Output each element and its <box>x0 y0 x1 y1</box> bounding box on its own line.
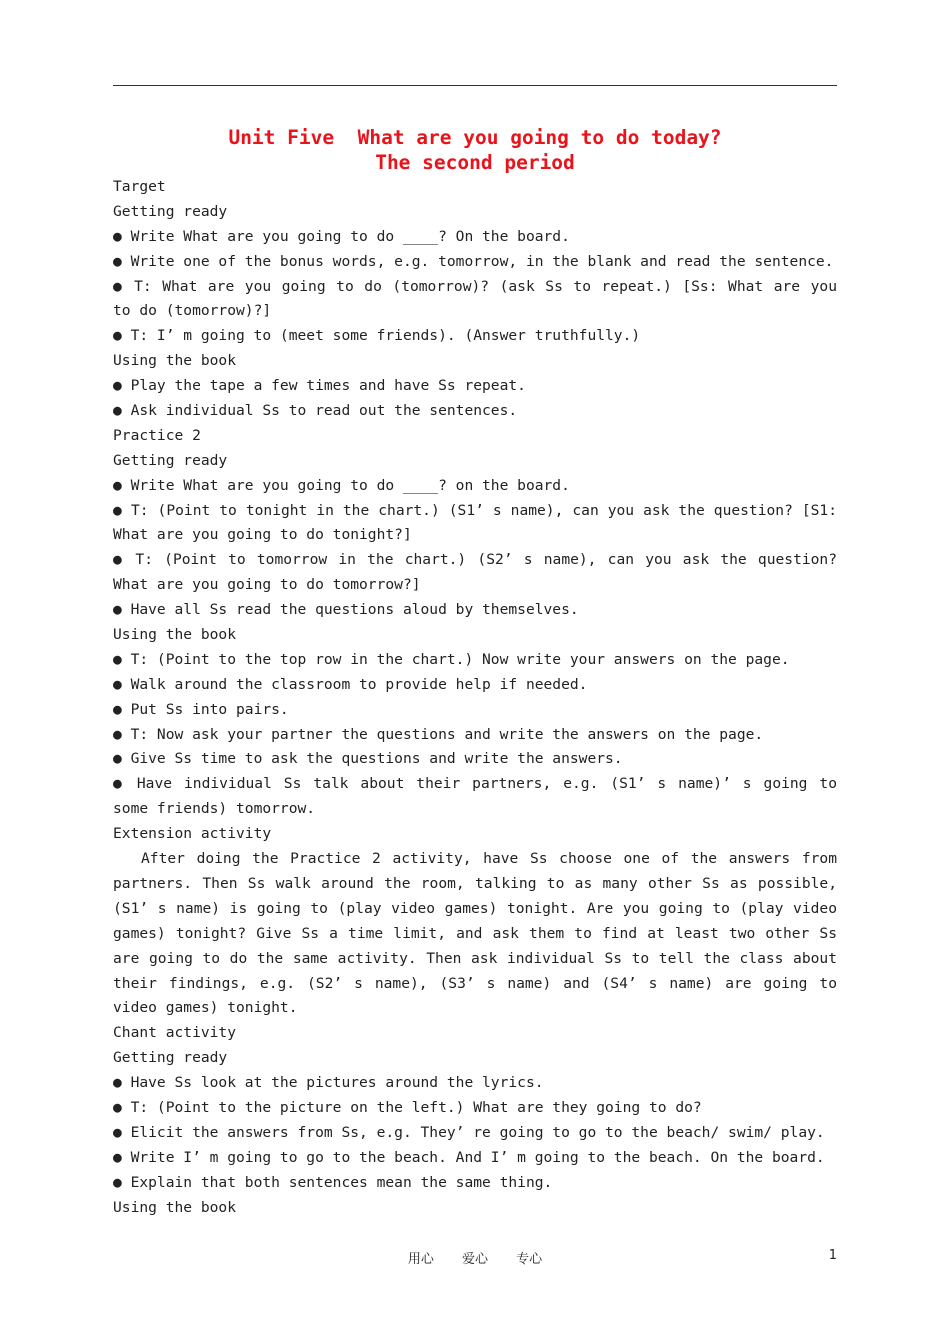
text-line: ● T: (Point to the top row in the chart.) Now write your answers on the page. <box>113 650 790 668</box>
text-line: Getting ready <box>113 202 228 220</box>
text-line: Getting ready <box>113 1049 228 1067</box>
text-line: Using the book <box>113 1198 237 1216</box>
text-line: ● Put Ss into pairs. <box>113 700 289 718</box>
text-line: partners. Then Ss walk around the room, talking to as many other Ss as possible, <box>113 874 837 892</box>
text-line: their findings, e.g. (S2’ s name), (S3’ s name) and (S4’ s name) are going to <box>113 974 837 992</box>
text-line: are going to do the same activity. Then ask individual Ss to tell the class about <box>113 949 837 967</box>
text-line: ● Elicit the answers from Ss, e.g. They’ re going to go to the beach/ swim/ play. <box>113 1123 825 1141</box>
text-line: Extension activity <box>113 825 272 843</box>
text-line: ● Write I’ m going to go to the beach. And I’ m going to the beach. On the board. <box>113 1148 825 1166</box>
text-line: ● Give Ss time to ask the questions and write the answers. <box>113 750 623 768</box>
page-footer <box>113 1248 837 1268</box>
text-line: ● T: I’ m going to (meet some friends). (Answer truthfully.) <box>113 327 641 345</box>
text-line: ● Write one of the bonus words, e.g. tomorrow, in the blank and read the sentence. <box>113 252 834 270</box>
text-line: Using the book <box>113 352 237 370</box>
text-line: (S1’ s name) is going to (play video games) tonight. Are you going to (play video <box>113 899 837 917</box>
text-line: After doing the Practice 2 activity, have Ss choose one of the answers from <box>141 850 837 868</box>
text-line: ● Write What are you going to do ____? on the board. <box>113 476 570 494</box>
document-body <box>113 175 837 1220</box>
text-line: ● Have Ss look at the pictures around the lyrics. <box>113 1074 544 1092</box>
text-line: to do (tomorrow)?] <box>113 302 272 320</box>
text-line: Getting ready <box>113 451 228 469</box>
document-title: Unit Five What are you going to do today? <box>228 126 722 149</box>
text-line: ● T: (Point to tomorrow in the chart.) (S2’ s name), can you ask the question? <box>113 551 837 569</box>
text-line: ● Ask individual Ss to read out the sentences. <box>113 402 518 420</box>
text-line: ● Write What are you going to do ____? On the board. <box>113 227 570 245</box>
text-line: some friends) tomorrow. <box>113 800 316 818</box>
text-line: ● Have all Ss read the questions aloud by themselves. <box>113 601 579 619</box>
text-line: ● Play the tape a few times and have Ss repeat. <box>113 377 526 395</box>
text-line: ● Have individual Ss talk about their partners, e.g. (S1’ s name)’ s going to <box>113 775 837 793</box>
text-line: ● T: (Point to the picture on the left.) What are they going to do? <box>113 1098 702 1116</box>
text-line: games) tonight? Give Ss a time limit, and ask them to find at least two other Ss <box>113 924 837 942</box>
text-line: Target <box>113 178 166 195</box>
text-line: What are you going to do tonight?] <box>113 526 412 544</box>
page-number: 1 <box>828 1248 837 1263</box>
text-line: Practice 2 <box>113 426 201 444</box>
text-line: Using the book <box>113 626 237 644</box>
text-line: What are you going to do tomorrow?] <box>113 576 421 594</box>
text-line: ● Walk around the classroom to provide help if needed. <box>113 675 588 693</box>
header-rule <box>113 85 837 86</box>
text-line: video games) tonight. <box>113 999 298 1017</box>
text-line: ● T: Now ask your partner the questions and write the answers on the page. <box>113 725 764 743</box>
text-line: ● T: (Point to tonight in the chart.) (S1’ s name), can you ask the question? [S1: <box>113 501 837 519</box>
text-line: Chant activity <box>113 1024 237 1042</box>
footer-motto: 用心 爱心 专心 <box>407 1252 543 1267</box>
text-line: ● Explain that both sentences mean the same thing. <box>113 1173 553 1191</box>
text-line: ● T: What are you going to do (tomorrow)? (ask Ss to repeat.) [Ss: What are you <box>113 277 837 295</box>
document-subtitle: The second period <box>375 151 575 174</box>
